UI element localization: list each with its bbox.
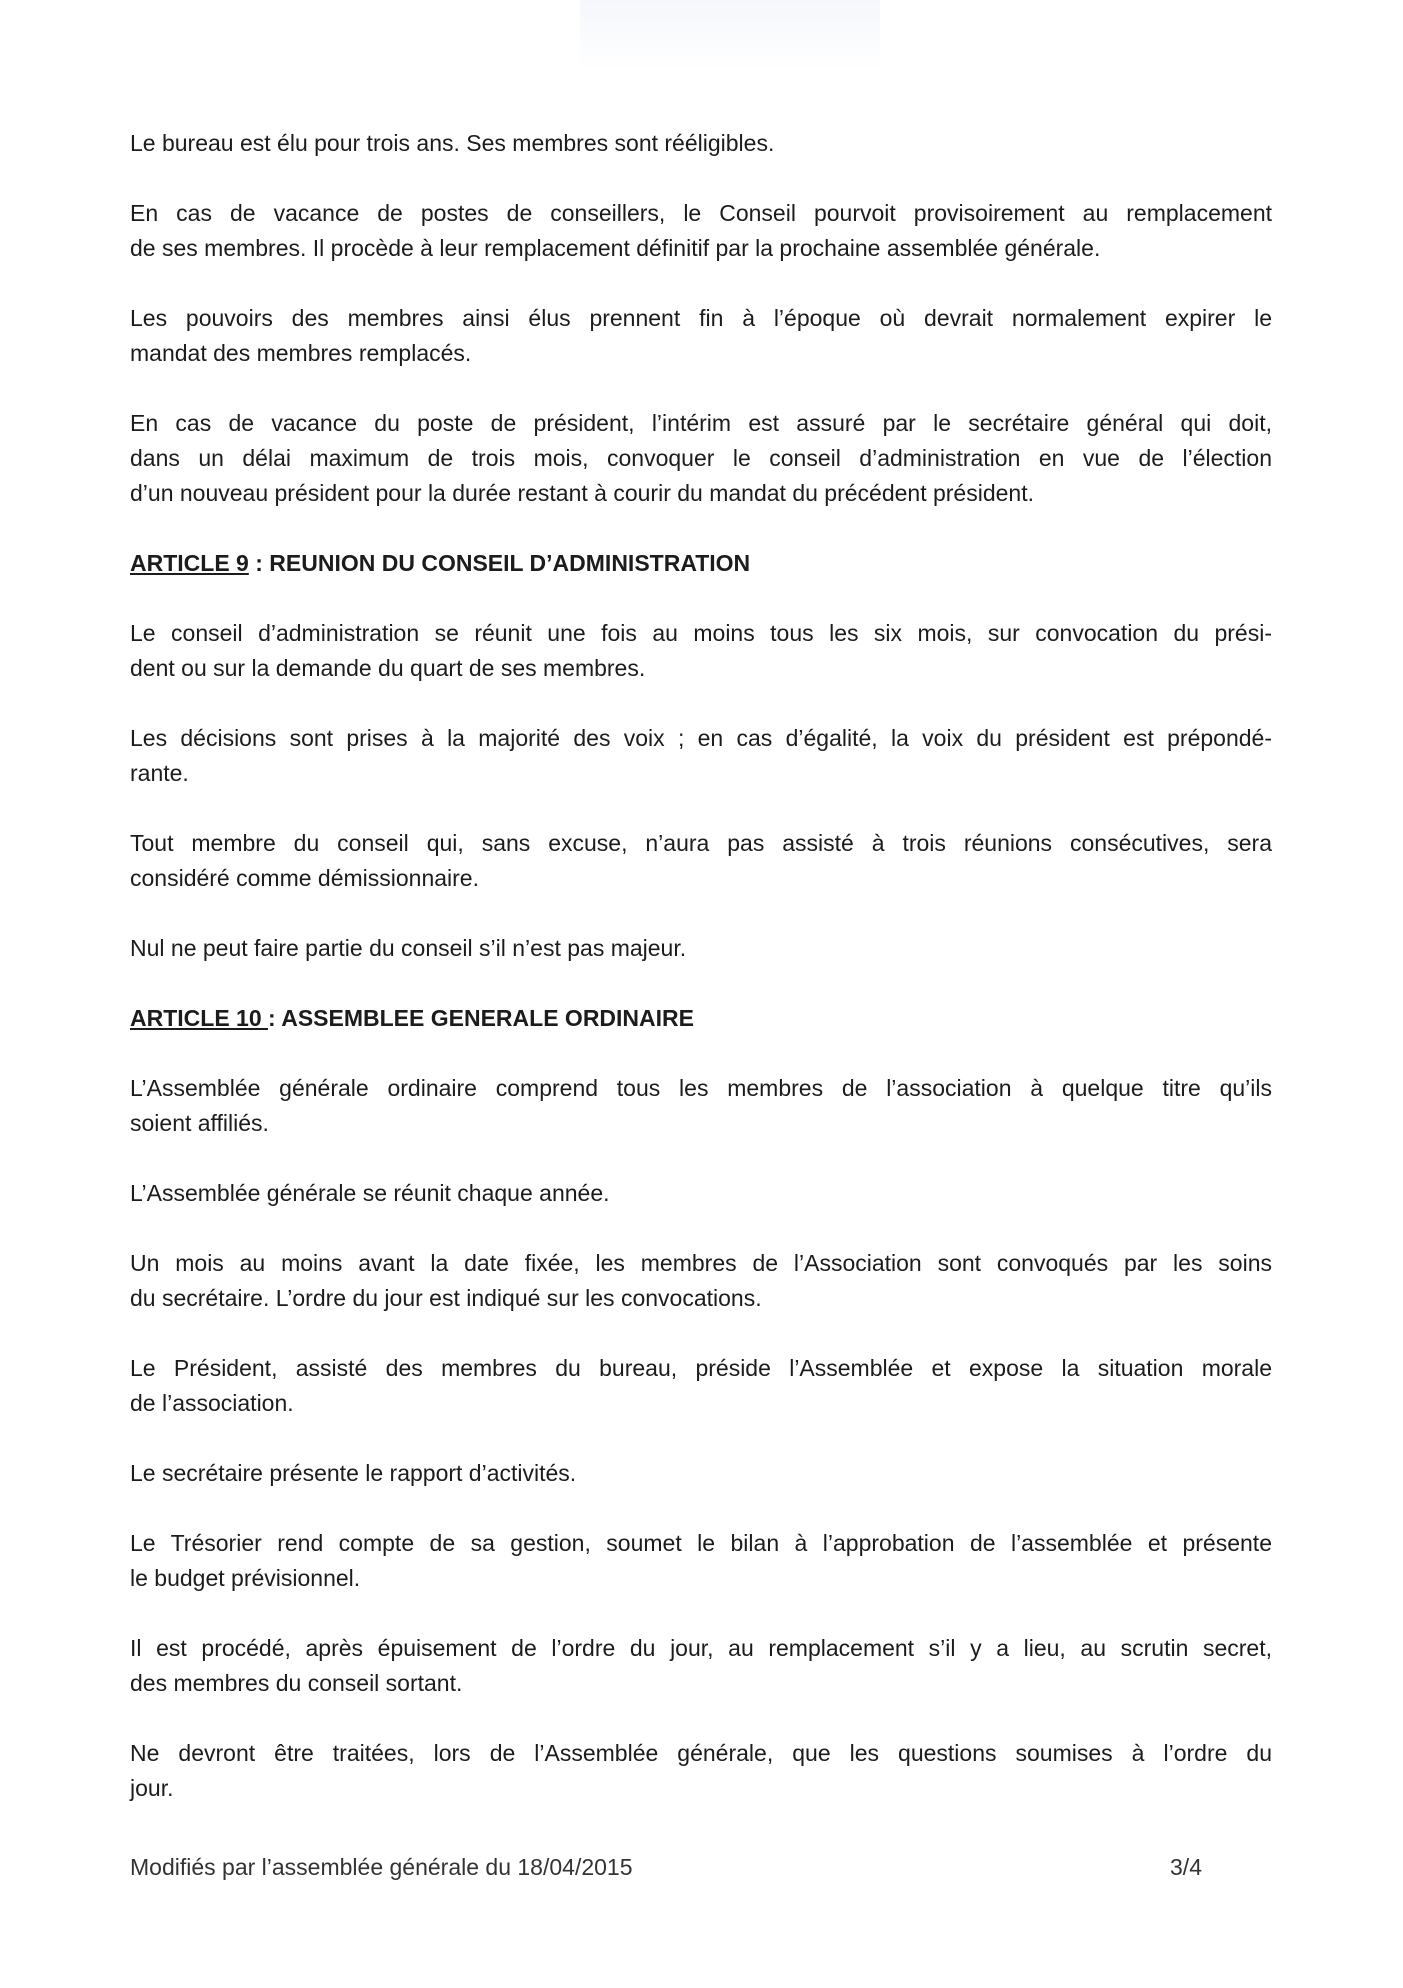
paragraph-line: mandat des membres remplacés. — [130, 340, 472, 366]
paragraph-line: Le secrétaire présente le rapport d’activités. — [130, 1460, 577, 1486]
paragraph — [130, 1631, 1272, 1701]
paragraph — [130, 826, 1272, 896]
article-10-title: : ASSEMBLEE GENERALE ORDINAIRE — [268, 1005, 694, 1031]
paragraph-line: L’Assemblée générale ordinaire comprend tous les membres de l’association à quelque titre qu’ils — [130, 1075, 1272, 1101]
paragraph-line: du secrétaire. L’ordre du jour est indiqué sur les convocations. — [130, 1285, 762, 1311]
article-10-heading — [130, 1001, 1272, 1036]
paragraph — [130, 1526, 1272, 1596]
article-10-number: ARTICLE 10 — [130, 1005, 269, 1031]
paragraph-line: Le Trésorier rend compte de sa gestion, soumet le bilan à l’approbation de l’assemblée et présente — [130, 1530, 1272, 1556]
article-10-body — [130, 1071, 1272, 1806]
paragraph — [130, 406, 1272, 511]
paragraph — [130, 1246, 1272, 1316]
paragraph-line: Tout membre du conseil qui, sans excuse, n’aura pas assisté à trois réunions consécutives, sera — [130, 830, 1272, 856]
paragraph-line: rante. — [130, 760, 189, 786]
paragraph — [130, 126, 1272, 161]
paragraph — [130, 616, 1272, 686]
section-bureau — [130, 126, 1272, 511]
paragraph-line: En cas de vacance de postes de conseillers, le Conseil pourvoit provisoirement au remplacement — [130, 200, 1272, 226]
paragraph — [130, 1351, 1272, 1421]
document-body — [130, 126, 1272, 1841]
paragraph-line: Le conseil d’administration se réunit une fois au moins tous les six mois, sur convocation du prési- — [130, 620, 1272, 646]
paragraph-line: dans un délai maximum de trois mois, convoquer le conseil d’administration en vue de l’élection — [130, 445, 1272, 471]
article-9-body — [130, 616, 1272, 966]
paragraph — [130, 301, 1272, 371]
paragraph-line: Le bureau est élu pour trois ans. Ses membres sont rééligibles. — [130, 130, 775, 156]
paragraph — [130, 931, 1272, 966]
paragraph-line: Nul ne peut faire partie du conseil s’il n’est pas majeur. — [130, 935, 687, 961]
paragraph — [130, 1176, 1272, 1211]
footer-note: Modifiés par l’assemblée générale du 18/04/2015 — [130, 1854, 633, 1880]
paragraph-line: Le Président, assisté des membres du bureau, préside l’Assemblée et expose la situation morale — [130, 1355, 1272, 1381]
page-footer — [130, 1850, 1202, 1884]
article-9-heading — [130, 546, 1272, 581]
paragraph-line: Les pouvoirs des membres ainsi élus prennent fin à l’époque où devrait normalement expirer le — [130, 305, 1272, 331]
paragraph-line: jour. — [130, 1775, 174, 1801]
paragraph-line: dent ou sur la demande du quart de ses membres. — [130, 655, 646, 681]
paragraph — [130, 1736, 1272, 1806]
paragraph-line: L’Assemblée générale se réunit chaque année. — [130, 1180, 610, 1206]
article-9-title: : REUNION DU CONSEIL D’ADMINISTRATION — [248, 550, 751, 576]
paragraph — [130, 196, 1272, 266]
paragraph — [130, 1071, 1272, 1141]
paragraph-line: de l’association. — [130, 1390, 294, 1416]
article-9-number: ARTICLE 9 — [130, 550, 249, 576]
paragraph-line: de ses membres. Il procède à leur remplacement définitif par la prochaine assemblée générale. — [130, 235, 1101, 261]
paragraph-line: Les décisions sont prises à la majorité des voix ; en cas d’égalité, la voix du président est prépondé- — [130, 725, 1272, 751]
paragraph-line: le budget prévisionnel. — [130, 1565, 361, 1591]
paragraph-line: d’un nouveau président pour la durée restant à courir du mandat du précédent président. — [130, 480, 1034, 506]
paragraph-line: Ne devront être traitées, lors de l’Assemblée générale, que les questions soumises à l’ordre du — [130, 1740, 1272, 1766]
paragraph-line: des membres du conseil sortant. — [130, 1670, 463, 1696]
page-number: 3/4 — [1170, 1854, 1202, 1880]
paragraph-line: Il est procédé, après épuisement de l’ordre du jour, au remplacement s’il y a lieu, au scrutin secret, — [130, 1635, 1272, 1661]
paragraph-line: Un mois au moins avant la date fixée, les membres de l’Association sont convoqués par les soins — [130, 1250, 1272, 1276]
paragraph-line: soient affiliés. — [130, 1110, 269, 1136]
paragraph — [130, 1456, 1272, 1491]
scan-artifact — [580, 0, 880, 70]
paragraph — [130, 721, 1272, 791]
paragraph-line: En cas de vacance du poste de président, l’intérim est assuré par le secrétaire général qui doit, — [130, 410, 1272, 436]
paragraph-line: considéré comme démissionnaire. — [130, 865, 479, 891]
